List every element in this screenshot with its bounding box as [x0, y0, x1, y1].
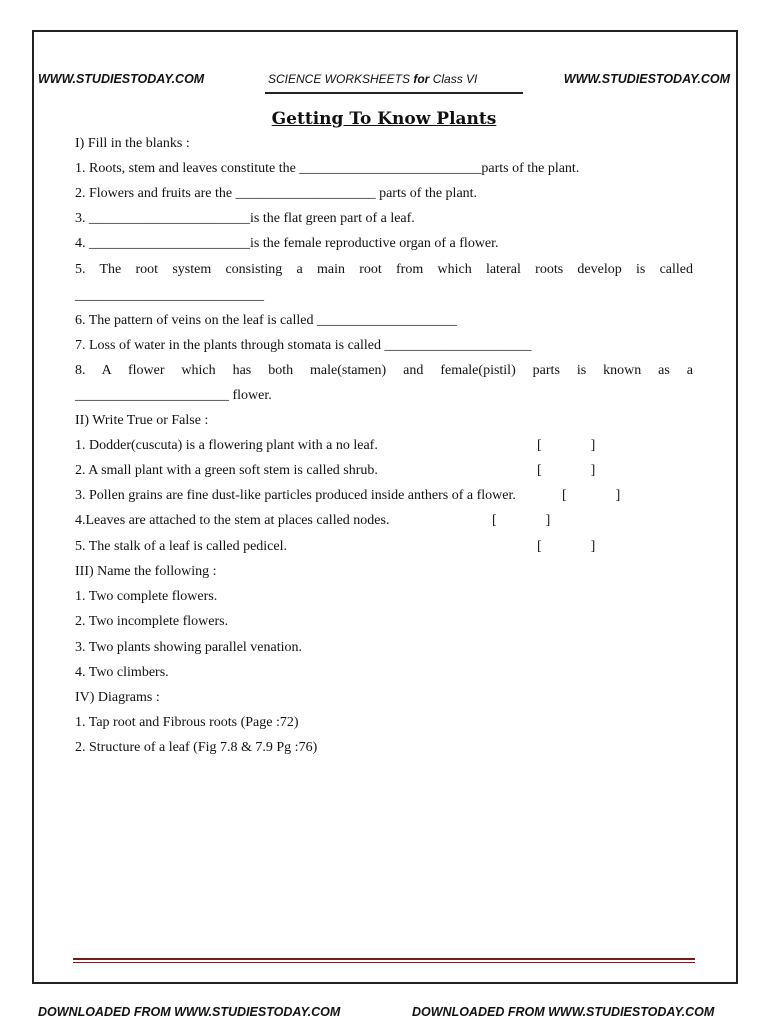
section-heading-diagrams: IV) Diagrams : — [75, 690, 160, 705]
list-item: 2. Structure of a leaf (Fig 7.8 & 7.9 Pg :76) — [75, 740, 318, 755]
footer-divider — [73, 962, 695, 963]
list-item: 5. The stalk of a leaf is called pedicel. — [75, 539, 287, 554]
list-item: 3. Pollen grains are fine dust-like particles produced inside anthers of a flower. — [75, 488, 516, 503]
header-center-class: Class VI — [429, 72, 478, 86]
list-item: 2. Two incomplete flowers. — [75, 614, 229, 629]
header-center-prefix: SCIENCE WORKSHEETS — [268, 72, 414, 86]
answer-bracket: [ ] — [492, 513, 551, 528]
answer-blank: ___________________________ — [75, 288, 264, 303]
header-site-left[interactable]: WWW.STUDIESTODAY.COM — [38, 72, 205, 86]
answer-bracket: [ ] — [562, 488, 621, 503]
list-item: 1. Dodder(cuscuta) is a flowering plant with a no leaf. — [75, 438, 378, 453]
question-text: 7. Loss of water in the plants through stomata is called _____________________ — [75, 338, 532, 353]
page-title: Getting To Know Plants — [271, 109, 497, 129]
header-underline — [265, 92, 523, 94]
footer-divider — [73, 958, 695, 960]
header-site-right[interactable]: WWW.STUDIESTODAY.COM — [563, 72, 730, 86]
answer-bracket: [ ] — [537, 539, 596, 554]
question-text: 2. Flowers and fruits are the ____________________ parts of the plant. — [75, 186, 478, 201]
header-worksheet-label — [268, 72, 477, 86]
question-text: 1. Roots, stem and leaves constitute the __________________________parts of the plant. — [75, 161, 580, 176]
answer-bracket: [ ] — [537, 438, 596, 453]
list-item: 1. Two complete flowers. — [75, 589, 218, 604]
section-heading-true-false: II) Write True or False : — [75, 413, 209, 428]
list-item: 2. A small plant with a green soft stem is called shrub. — [75, 463, 378, 478]
question-text: 5. The root system consisting a main root from which lateral roots develop is called — [75, 262, 693, 277]
answer-bracket: [ ] — [537, 463, 596, 478]
footer-download-right[interactable]: DOWNLOADED FROM WWW.STUDIESTODAY.COM — [412, 1005, 715, 1019]
list-item: 1. Tap root and Fibrous roots (Page :72) — [75, 715, 299, 730]
question-text: 6. The pattern of veins on the leaf is called ____________________ — [75, 313, 457, 328]
section-heading-fill-blanks: I) Fill in the blanks : — [75, 136, 190, 151]
answer-blank: ______________________ flower. — [75, 388, 272, 403]
header-center-for: for — [413, 72, 430, 86]
list-item: 4. Two climbers. — [75, 665, 169, 680]
list-item: 3. Two plants showing parallel venation. — [75, 640, 303, 655]
section-heading-name-following: III) Name the following : — [75, 564, 217, 579]
question-text: 4. _______________________is the female reproductive organ of a flower. — [75, 236, 499, 251]
question-text: 8. A flower which has both male(stamen) and female(pistil) parts is known as a — [75, 363, 693, 378]
footer-download-left[interactable]: DOWNLOADED FROM WWW.STUDIESTODAY.COM — [38, 1005, 341, 1019]
list-item: 4.Leaves are attached to the stem at places called nodes. — [75, 513, 390, 528]
question-text: 3. _______________________is the flat green part of a leaf. — [75, 211, 415, 226]
